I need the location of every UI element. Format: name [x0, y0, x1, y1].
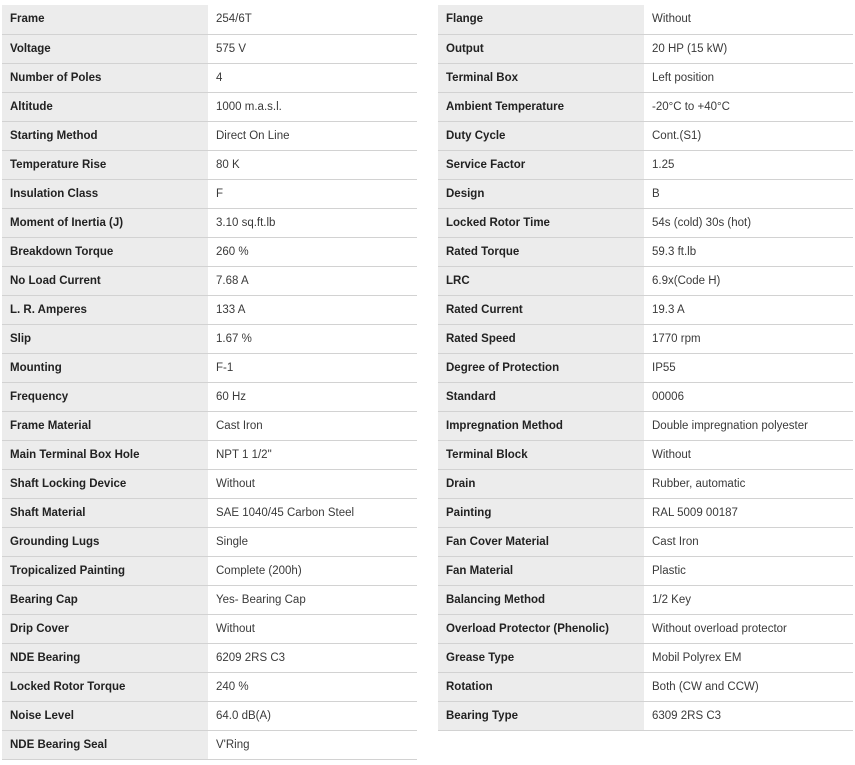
- spec-row: [2, 556, 417, 585]
- spec-row: [438, 556, 853, 585]
- spec-value: Rubber, automatic: [644, 469, 853, 498]
- spec-label: Breakdown Torque: [2, 237, 208, 266]
- spec-label: Rated Current: [438, 295, 644, 324]
- spec-label: Tropicalized Painting: [2, 556, 208, 585]
- spec-value: 1.67 %: [208, 324, 417, 353]
- spec-value: 54s (cold) 30s (hot): [644, 208, 853, 237]
- spec-row: [438, 411, 853, 440]
- spec-value: 133 A: [208, 295, 417, 324]
- spec-label: Duty Cycle: [438, 121, 644, 150]
- spec-label: Slip: [2, 324, 208, 353]
- spec-label: Terminal Box: [438, 63, 644, 92]
- spec-table-right: [438, 5, 853, 731]
- spec-label: Design: [438, 179, 644, 208]
- spec-row: [438, 266, 853, 295]
- spec-value: Cast Iron: [208, 411, 417, 440]
- spec-value: Yes- Bearing Cap: [208, 585, 417, 614]
- spec-label: Ambient Temperature: [438, 92, 644, 121]
- spec-label: Grease Type: [438, 643, 644, 672]
- spec-label: Overload Protector (Phenolic): [438, 614, 644, 643]
- spec-value: 4: [208, 63, 417, 92]
- spec-row: [2, 208, 417, 237]
- spec-value: Plastic: [644, 556, 853, 585]
- spec-row: [438, 353, 853, 382]
- spec-value: 19.3 A: [644, 295, 853, 324]
- spec-value: Mobil Polyrex EM: [644, 643, 853, 672]
- spec-label: Bearing Type: [438, 701, 644, 730]
- spec-row: [438, 382, 853, 411]
- spec-value: 1/2 Key: [644, 585, 853, 614]
- spec-row: [2, 5, 417, 34]
- spec-label: Rated Torque: [438, 237, 644, 266]
- spec-value: 64.0 dB(A): [208, 701, 417, 730]
- spec-label: Impregnation Method: [438, 411, 644, 440]
- spec-value: Without: [208, 614, 417, 643]
- spec-row: [2, 150, 417, 179]
- spec-value: 60 Hz: [208, 382, 417, 411]
- spec-label: Painting: [438, 498, 644, 527]
- spec-row: [2, 295, 417, 324]
- spec-label: Number of Poles: [2, 63, 208, 92]
- spec-label: Bearing Cap: [2, 585, 208, 614]
- spec-label: Frequency: [2, 382, 208, 411]
- spec-value: Without overload protector: [644, 614, 853, 643]
- spec-label: Fan Material: [438, 556, 644, 585]
- spec-value: Left position: [644, 63, 853, 92]
- spec-row: [2, 469, 417, 498]
- spec-row: [438, 150, 853, 179]
- spec-label: Voltage: [2, 34, 208, 63]
- spec-row: [2, 411, 417, 440]
- spec-row: [438, 672, 853, 701]
- spec-value: 59.3 ft.lb: [644, 237, 853, 266]
- spec-row: [438, 63, 853, 92]
- spec-value: 1770 rpm: [644, 324, 853, 353]
- spec-value: IP55: [644, 353, 853, 382]
- spec-row: [2, 237, 417, 266]
- spec-label: Rated Speed: [438, 324, 644, 353]
- spec-label: Insulation Class: [2, 179, 208, 208]
- spec-value: F: [208, 179, 417, 208]
- spec-label: Main Terminal Box Hole: [2, 440, 208, 469]
- spec-label: Locked Rotor Time: [438, 208, 644, 237]
- spec-value: 240 %: [208, 672, 417, 701]
- spec-label: Degree of Protection: [438, 353, 644, 382]
- spec-row: [438, 121, 853, 150]
- spec-value: Without: [644, 440, 853, 469]
- spec-row: [2, 179, 417, 208]
- spec-value: Direct On Line: [208, 121, 417, 150]
- spec-label: Flange: [438, 5, 644, 34]
- spec-value: B: [644, 179, 853, 208]
- spec-row: [2, 121, 417, 150]
- spec-value: SAE 1040/45 Carbon Steel: [208, 498, 417, 527]
- spec-value: V'Ring: [208, 730, 417, 759]
- spec-row: [438, 440, 853, 469]
- spec-label: Balancing Method: [438, 585, 644, 614]
- spec-value: 1000 m.a.s.l.: [208, 92, 417, 121]
- spec-value: Without: [208, 469, 417, 498]
- spec-label: No Load Current: [2, 266, 208, 295]
- spec-value: F-1: [208, 353, 417, 382]
- spec-value: Single: [208, 527, 417, 556]
- spec-label: Frame Material: [2, 411, 208, 440]
- spec-label: Noise Level: [2, 701, 208, 730]
- spec-value: 7.68 A: [208, 266, 417, 295]
- spec-row: [2, 701, 417, 730]
- spec-label: Terminal Block: [438, 440, 644, 469]
- spec-label: Drip Cover: [2, 614, 208, 643]
- spec-value: NPT 1 1/2": [208, 440, 417, 469]
- spec-row: [2, 353, 417, 382]
- spec-row: [2, 527, 417, 556]
- spec-row: [438, 34, 853, 63]
- spec-value: 6.9x(Code H): [644, 266, 853, 295]
- spec-value: 1.25: [644, 150, 853, 179]
- spec-label: Starting Method: [2, 121, 208, 150]
- spec-row: [438, 585, 853, 614]
- spec-row: [438, 701, 853, 730]
- spec-row: [2, 324, 417, 353]
- spec-row: [438, 469, 853, 498]
- spec-row: [438, 237, 853, 266]
- spec-value: 3.10 sq.ft.lb: [208, 208, 417, 237]
- spec-label: Shaft Locking Device: [2, 469, 208, 498]
- spec-row: [2, 440, 417, 469]
- spec-value: 00006: [644, 382, 853, 411]
- spec-row: [2, 266, 417, 295]
- spec-row: [2, 672, 417, 701]
- spec-value: 80 K: [208, 150, 417, 179]
- spec-label: Output: [438, 34, 644, 63]
- spec-label: Grounding Lugs: [2, 527, 208, 556]
- spec-value: Cast Iron: [644, 527, 853, 556]
- spec-label: Mounting: [2, 353, 208, 382]
- spec-value: Double impregnation polyester: [644, 411, 853, 440]
- spec-label: Standard: [438, 382, 644, 411]
- spec-row: [438, 208, 853, 237]
- spec-label: Temperature Rise: [2, 150, 208, 179]
- spec-row: [438, 324, 853, 353]
- spec-value: 254/6T: [208, 5, 417, 34]
- spec-label: LRC: [438, 266, 644, 295]
- spec-label: Altitude: [2, 92, 208, 121]
- spec-row: [2, 585, 417, 614]
- spec-row: [2, 614, 417, 643]
- spec-row: [438, 614, 853, 643]
- spec-row: [438, 527, 853, 556]
- spec-table-left: [2, 5, 417, 760]
- spec-row: [438, 92, 853, 121]
- spec-label: NDE Bearing Seal: [2, 730, 208, 759]
- spec-label: Fan Cover Material: [438, 527, 644, 556]
- spec-label: L. R. Amperes: [2, 295, 208, 324]
- spec-label: Drain: [438, 469, 644, 498]
- spec-row: [2, 643, 417, 672]
- spec-row: [2, 730, 417, 759]
- spec-label: Shaft Material: [2, 498, 208, 527]
- spec-value: -20°C to +40°C: [644, 92, 853, 121]
- spec-row: [2, 382, 417, 411]
- spec-row: [438, 295, 853, 324]
- spec-value: 20 HP (15 kW): [644, 34, 853, 63]
- spec-value: 6209 2RS C3: [208, 643, 417, 672]
- spec-value: RAL 5009 00187: [644, 498, 853, 527]
- spec-row: [2, 498, 417, 527]
- spec-row: [438, 179, 853, 208]
- spec-value: Cont.(S1): [644, 121, 853, 150]
- spec-row: [438, 643, 853, 672]
- spec-label: Locked Rotor Torque: [2, 672, 208, 701]
- spec-value: 260 %: [208, 237, 417, 266]
- spec-table-right-body: [438, 5, 853, 730]
- spec-value: Complete (200h): [208, 556, 417, 585]
- spec-value: Both (CW and CCW): [644, 672, 853, 701]
- spec-table-left-body: [2, 5, 417, 759]
- spec-label: Moment of Inertia (J): [2, 208, 208, 237]
- spec-value: Without: [644, 5, 853, 34]
- spec-label: Frame: [2, 5, 208, 34]
- spec-row: [2, 34, 417, 63]
- spec-row: [438, 498, 853, 527]
- spec-label: NDE Bearing: [2, 643, 208, 672]
- spec-row: [438, 5, 853, 34]
- spec-row: [2, 63, 417, 92]
- spec-label: Service Factor: [438, 150, 644, 179]
- spec-row: [2, 92, 417, 121]
- spec-value: 6309 2RS C3: [644, 701, 853, 730]
- spec-value: 575 V: [208, 34, 417, 63]
- spec-label: Rotation: [438, 672, 644, 701]
